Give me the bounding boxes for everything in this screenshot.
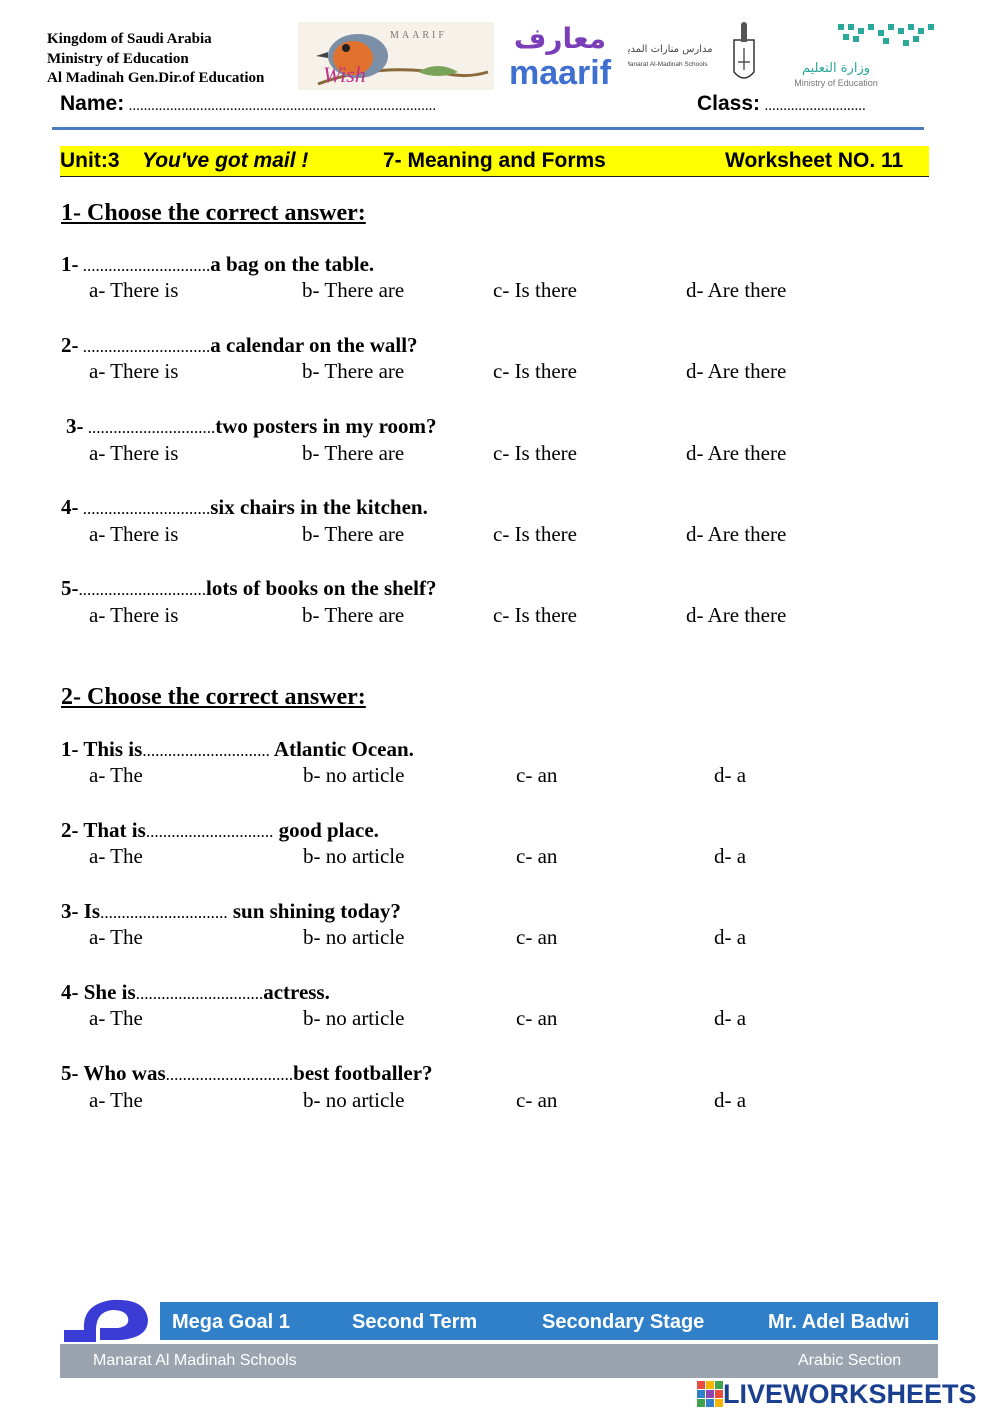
answer-blank[interactable]: .............................. xyxy=(78,499,211,518)
option-a[interactable]: a- There is xyxy=(89,441,179,465)
footer-teacher: Mr. Adel Badwi xyxy=(768,1311,910,1333)
option-d[interactable]: d- a xyxy=(714,925,747,949)
school-latin: Manarat Al-Madinah Schools xyxy=(628,61,708,68)
question-item xyxy=(61,576,436,601)
answer-blank[interactable]: .............................. xyxy=(142,741,270,760)
worksheet-number: Worksheet NO. 11 xyxy=(725,149,904,172)
heading-line-3: Al Madinah Gen.Dir.of Education xyxy=(47,70,265,86)
answer-blank[interactable]: .............................. xyxy=(100,903,228,922)
option-b[interactable]: b- no article xyxy=(303,1006,405,1030)
question-text: Atlantic Ocean. xyxy=(269,737,414,761)
option-c[interactable]: c- Is there xyxy=(493,603,577,627)
option-d[interactable]: d- a xyxy=(714,763,747,787)
option-c[interactable]: c- Is there xyxy=(493,278,577,302)
answer-blank[interactable]: .............................. xyxy=(78,337,211,356)
option-d[interactable]: d- a xyxy=(714,1006,747,1030)
option-c[interactable]: c- Is there xyxy=(493,359,577,383)
question-number: 2- That is xyxy=(61,818,146,842)
question-number: 5- xyxy=(61,576,79,600)
question-number: 4- She is xyxy=(61,980,136,1004)
option-d[interactable]: d- Are there xyxy=(686,441,787,465)
question-item xyxy=(61,899,401,924)
answer-blank[interactable]: .............................. xyxy=(165,1065,294,1084)
option-c[interactable]: c- an xyxy=(516,844,558,868)
option-a[interactable]: a- There is xyxy=(89,278,179,302)
school-logo xyxy=(628,20,772,92)
class-label: Class: xyxy=(697,92,761,115)
option-b[interactable]: b- There are xyxy=(302,441,405,465)
name-class-row xyxy=(60,92,930,122)
bird-logo-text: MAARIF xyxy=(390,30,447,41)
name-field[interactable]: .................................................................................. xyxy=(128,98,437,114)
question-number: 5- Who was xyxy=(61,1061,166,1085)
bird-logo-script: Wish xyxy=(323,62,366,87)
question-text: best footballer? xyxy=(293,1061,433,1085)
option-d[interactable]: d- Are there xyxy=(686,278,787,302)
option-b[interactable]: b- no article xyxy=(303,844,405,868)
answer-blank[interactable]: .............................. xyxy=(78,580,206,599)
answer-blank[interactable]: .............................. xyxy=(78,256,211,275)
question-item xyxy=(61,333,418,358)
question-item xyxy=(61,737,414,762)
option-b[interactable]: b- no article xyxy=(303,763,405,787)
question-number: 3- xyxy=(66,414,84,438)
option-c[interactable]: c- Is there xyxy=(493,522,577,546)
option-d[interactable]: d- Are there xyxy=(686,603,787,627)
question-number: 1- This is xyxy=(61,737,143,761)
footer-school-bar xyxy=(60,1344,938,1378)
moe-arabic: وزارة التعليم xyxy=(801,61,871,76)
question-text: a bag on the table. xyxy=(210,252,375,276)
footer-school: Manarat Al Madinah Schools xyxy=(93,1352,297,1369)
option-a[interactable]: a- There is xyxy=(89,603,179,627)
option-d[interactable]: d- a xyxy=(714,844,747,868)
liveworksheets-watermark xyxy=(697,1376,997,1412)
option-b[interactable]: b- There are xyxy=(302,278,405,302)
name-label: Name: xyxy=(60,92,125,115)
answer-blank[interactable]: .............................. xyxy=(135,984,264,1003)
option-c[interactable]: c- an xyxy=(516,925,558,949)
question-number: 4- xyxy=(61,495,79,519)
option-c[interactable]: c- an xyxy=(516,1088,558,1112)
option-b[interactable]: b- no article xyxy=(303,1088,405,1112)
moe-latin: Ministry of Education xyxy=(794,78,878,88)
question-text: lots of books on the shelf? xyxy=(206,576,437,600)
footer-stage: Secondary Stage xyxy=(542,1311,705,1333)
question-number: 3- Is xyxy=(61,899,101,923)
option-a[interactable]: a- The xyxy=(89,1006,143,1030)
question-item xyxy=(66,414,437,439)
option-b[interactable]: b- There are xyxy=(302,522,405,546)
option-c[interactable]: c- an xyxy=(516,763,558,787)
question-text: good place. xyxy=(273,818,379,842)
section-2-title: 2- Choose the correct answer: xyxy=(61,684,366,710)
option-a[interactable]: a- There is xyxy=(89,522,179,546)
footer-logo-icon xyxy=(60,1296,150,1344)
unit-bar xyxy=(60,146,929,177)
ministry-heading xyxy=(47,30,264,89)
question-number: 2- xyxy=(61,333,79,357)
answer-blank[interactable]: .............................. xyxy=(145,822,274,841)
option-b[interactable]: b- There are xyxy=(302,603,405,627)
option-b[interactable]: b- There are xyxy=(302,359,405,383)
footer-info-bar xyxy=(160,1302,938,1340)
question-text: two posters in my room? xyxy=(215,414,437,438)
option-d[interactable]: d- Are there xyxy=(686,522,787,546)
question-item xyxy=(61,252,374,277)
footer-book: Mega Goal 1 xyxy=(172,1311,290,1333)
liveworksheets-logo-icon xyxy=(697,1381,723,1407)
option-a[interactable]: a- The xyxy=(89,844,143,868)
question-item xyxy=(61,818,379,843)
option-a[interactable]: a- The xyxy=(89,1088,143,1112)
class-field[interactable]: ........................... xyxy=(764,98,866,114)
header-divider xyxy=(52,127,924,130)
heading-line-1: Kingdom of Saudi Arabia xyxy=(47,31,212,47)
school-arabic: مدارس منارات المدينة xyxy=(628,44,713,55)
unit-number: Unit:3 xyxy=(60,149,120,172)
option-c[interactable]: c- an xyxy=(516,1006,558,1030)
lesson-title: 7- Meaning and Forms xyxy=(383,149,606,172)
heading-line-2: Ministry of Education xyxy=(47,50,189,67)
maarif-arabic: معارف xyxy=(513,22,607,55)
section-1-title: 1- Choose the correct answer: xyxy=(61,200,366,226)
maarif-logo xyxy=(496,20,624,92)
question-item xyxy=(61,1061,433,1086)
question-text: sun shining today? xyxy=(227,899,401,923)
question-text: actress. xyxy=(263,980,330,1004)
option-a[interactable]: a- The xyxy=(89,763,143,787)
option-a[interactable]: a- There is xyxy=(89,359,179,383)
option-c[interactable]: c- Is there xyxy=(493,441,577,465)
option-d[interactable]: d- a xyxy=(714,1088,747,1112)
answer-blank[interactable]: .............................. xyxy=(83,418,216,437)
question-text: a calendar on the wall? xyxy=(210,333,418,357)
question-text: six chairs in the kitchen. xyxy=(210,495,428,519)
ministry-logo xyxy=(786,20,942,92)
question-item xyxy=(61,980,330,1005)
option-a[interactable]: a- The xyxy=(89,925,143,949)
option-d[interactable]: d- Are there xyxy=(686,359,787,383)
unit-title: You've got mail ! xyxy=(142,149,309,172)
watermark-text: LIVEWORKSHEETS xyxy=(723,1379,977,1409)
option-b[interactable]: b- no article xyxy=(303,925,405,949)
question-item xyxy=(61,495,428,520)
question-number: 1- xyxy=(61,252,79,276)
footer-section: Arabic Section xyxy=(798,1352,902,1369)
footer-term: Second Term xyxy=(352,1311,478,1333)
bird-logo-image xyxy=(298,22,494,90)
maarif-latin: maarif xyxy=(508,54,612,92)
